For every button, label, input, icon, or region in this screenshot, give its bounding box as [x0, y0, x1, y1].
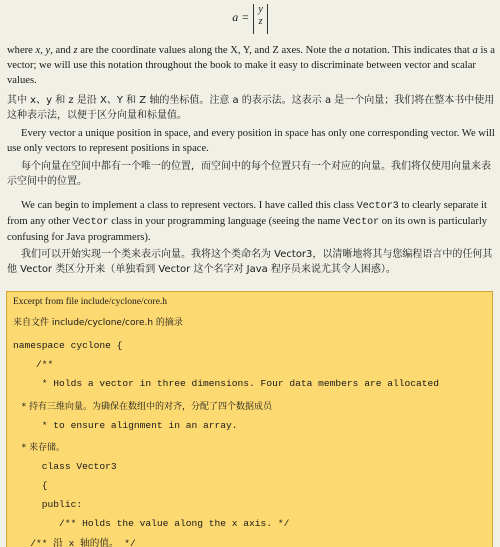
code-line: public: [13, 499, 83, 510]
paragraph-coordinates: where x, y, and z are the coordinate values along the X, Y, and Z axes. Note the a notation. This indicates that a is a vector; we will use this notation throughout the book to make it easy to discriminate between vector and scalar values. [7, 45, 495, 86]
code-line: * to ensure alignment in an array. [13, 420, 238, 431]
matrix-component-z: z [258, 16, 263, 27]
paragraph-coordinates-zh: 其中 x、y 和 z 是沿 X、Y 和 Z 轴的坐标值。注意 a 的表示法。这表示 a 是一个向量；我们将在整本书中使用这种表示法，以便于区分向量和标量值。 [7, 95, 495, 121]
paragraph-vector-class-zh: 我们可以开始实现一个类来表示向量。我将这个类命名为 Vector3，以清晰地将其与您编程语言中的任何其他 Vector 类区分开来（单独看到 Vector 这个名字对 Java 程序员来说尤其令人困惑）。 [7, 249, 493, 275]
excerpt-title: Excerpt from file include/cyclone/core.h [13, 297, 168, 307]
code-line-zh: /** 沿 x 轴的值。 */ [13, 538, 136, 547]
code-line-zh: * 持有三维向量。为确保在数组中的对齐，分配了四个数据成员 [13, 402, 272, 412]
code-line: namespace cyclone { [13, 340, 123, 351]
code-line: /** [13, 359, 54, 370]
code-excerpt-box [6, 291, 493, 547]
paragraph-unique-position-zh: 每个向量在空间中都有一个唯一的位置，而空间中的每个位置只有一个对应的向量。我们将仅使用向量来表示空间中的位置。 [7, 161, 491, 187]
code-line: /** Holds the value along the x axis. */ [13, 518, 290, 529]
code-line-zh: * 来存储。 [13, 443, 65, 453]
excerpt-title-zh: 来自文件 include/cyclone/core.h 的摘录 [13, 318, 183, 328]
code-line: { [13, 480, 48, 491]
code-line: * Holds a vector in three dimensions. Four data members are allocated [13, 378, 440, 389]
vector-equation [0, 4, 500, 38]
paragraph-vector-class: We can begin to implement a class to represent vectors. I have called this class Vector3 to clearly separate it from any other Vector class in your programming language (seeing the name Vector on its own is particularly confusing for Java programmers). [7, 200, 488, 243]
paragraph-unique-position: Every vector a unique position in space, and every position in space has only one corresponding vector. We will use only vectors to represent positions in space. [7, 128, 495, 154]
equation-lhs: a = [232, 10, 250, 24]
code-line: class Vector3 [13, 461, 117, 472]
matrix-component-y: y [258, 4, 263, 15]
vector-matrix [253, 4, 267, 34]
